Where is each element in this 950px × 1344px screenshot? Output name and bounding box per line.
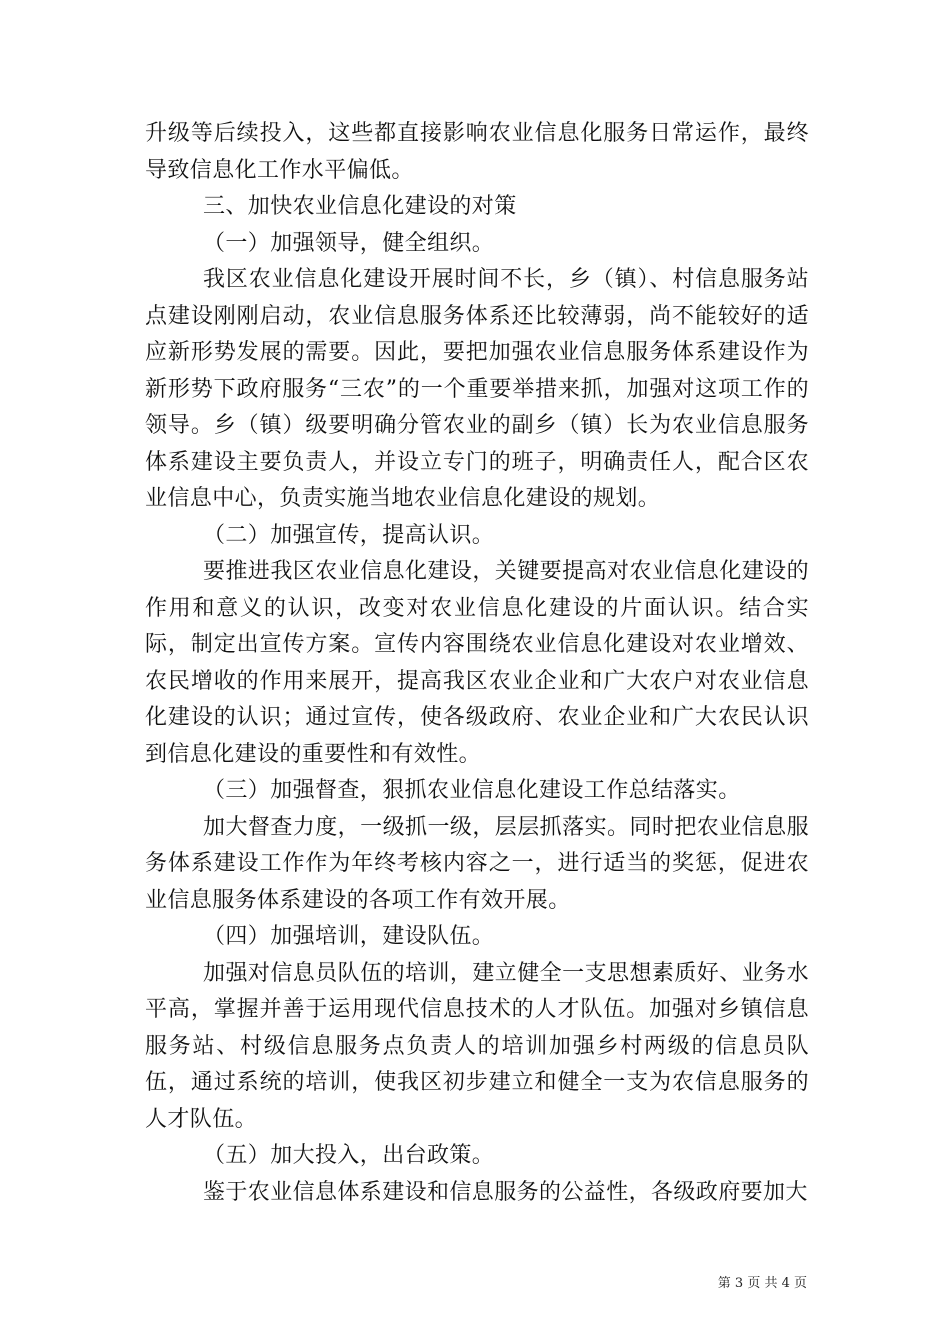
paragraph-body-3: 加大督查力度，一级抓一级，层层抓落实。同时把农业信息服务体系建设工作作为年终考核内容之一，进行适当的奖惩，促进农业信息服务体系建设的各项工作有效开展。 (145, 814, 809, 913)
page-number-footer: 第 3 页 共 4 页 (717, 1276, 807, 1291)
subsection-heading-2: （二）加强宣传，提高认识。 (203, 522, 495, 548)
subsection-heading-5: （五）加大投入，出台政策。 (203, 1143, 495, 1168)
paragraph-body-1: 我区农业信息化建设开展时间不长，乡（镇）、村信息服务站点建设刚刚启动，农业信息服务体系还比较薄弱，尚不能较好的适应新形势发展的需要。因此，要把加强农业信息服务体系建设作为新形势下政府服务“三农”的一个重要举措来抓，加强对这项工作的领导。乡（镇）级要明确分管农业的副乡（镇）长为农业信息服务体系建设主要负责人，并设立专门的班子，明确责任人，配合区农业信息中心，负责实施当地农业信息化建设的规划。 (145, 267, 809, 511)
subsection-heading-1: （一）加强领导，健全组织。 (203, 230, 495, 256)
document-body (145, 116, 809, 1211)
section-heading: 三、加快农业信息化建设的对策 (203, 194, 517, 219)
subsection-heading-4: （四）加强培训，建设队伍。 (203, 924, 495, 949)
paragraph-continued: 升级等后续投入，这些都直接影响农业信息化服务日常运作，最终导致信息化工作水平偏低。 (145, 121, 809, 183)
paragraph-body-2: 要推进我区农业信息化建设，关键要提高对农业信息化建设的作用和意义的认识，改变对农业信息化建设的片面认识。结合实际，制定出宣传方案。宣传内容围绕农业信息化建设对农业增效、农民增收的作用来展开，提高我区农业企业和广大农户对农业信息化建设的认识；通过宣传，使各级政府、农业企业和广大农民认识到信息化建设的重要性和有效性。 (145, 559, 809, 767)
subsection-heading-3: （三）加强督查，狠抓农业信息化建设工作总结落实。 (203, 778, 741, 803)
paragraph-body-4: 加强对信息员队伍的培训，建立健全一支思想素质好、业务水平高，掌握并善于运用现代信息技术的人才队伍。加强对乡镇信息服务站、村级信息服务点负责人的培训加强乡村两级的信息员队伍，通过系统的培训，使我区初步建立和健全一支为农信息服务的人才队伍。 (145, 960, 809, 1132)
paragraph-body-5: 鉴于农业信息体系建设和信息服务的公益性，各级政府要加大 (203, 1179, 808, 1205)
